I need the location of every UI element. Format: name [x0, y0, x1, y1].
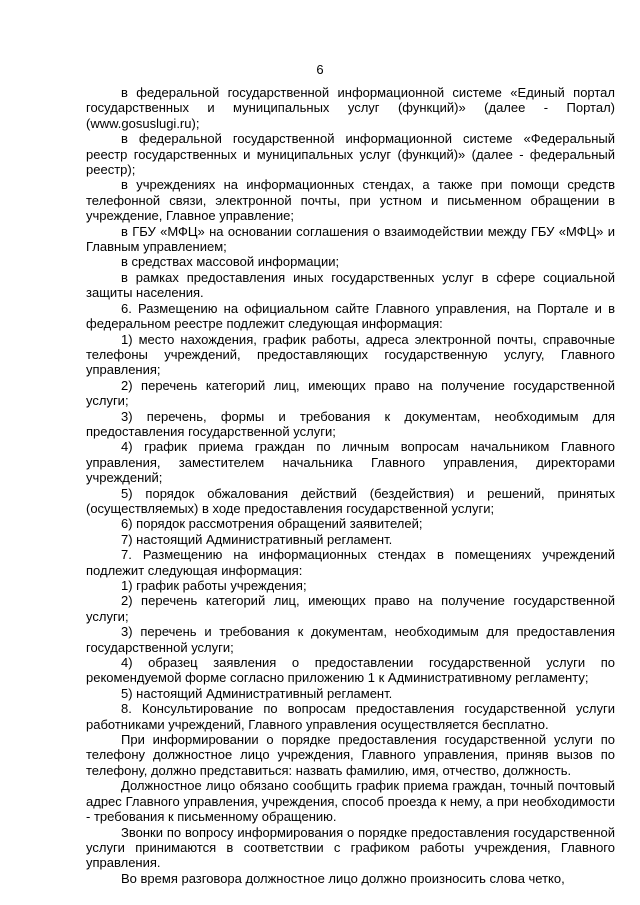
section-paragraph: 7. Размещению на информационных стендах в помещениях учреждений подлежит следующая информация:	[86, 547, 615, 578]
list-item: 2) перечень категорий лиц, имеющих право на получение государственной услуги;	[86, 593, 615, 624]
list-item: 3) перечень и требования к документам, необходимым для предоставления государственной услуги;	[86, 624, 615, 655]
paragraph: Должностное лицо обязано сообщить график приема граждан, точный почтовый адрес Главного управления, учреждения, способ проезда к нему, а при необходимости - требования к письменному обращению.	[86, 778, 615, 825]
list-item: 6) порядок рассмотрения обращений заявителей;	[121, 516, 423, 532]
list-item: 4) образец заявления о предоставлении государственной услуги по рекомендуемой форме согласно приложению 1 к Административному регламенту;	[86, 655, 615, 686]
list-item: 5) порядок обжалования действий (бездействия) и решений, принятых (осуществляемых) в ходе предоставления государственной услуги;	[86, 485, 615, 516]
section-paragraph: 6. Размещению на официальном сайте Главного управления, на Портале и в федеральном реестре подлежит следующая информация:	[86, 300, 615, 332]
document-body	[86, 85, 615, 886]
paragraph: в рамках предоставления иных государственных услуг в сфере социальной защиты населения.	[86, 269, 615, 301]
paragraph: в ГБУ «МФЦ» на основании соглашения о взаимодействии между ГБУ «МФЦ» и Главным управлением;	[86, 223, 615, 255]
paragraph: в федеральной государственной информационной системе «Федеральный реестр государственных и муниципальных услуг (функций)» (далее - федеральный реестр);	[86, 131, 615, 178]
list-item: 4) график приема граждан по личным вопросам начальником Главного управления, заместителем начальника Главного управления, директорами учреждений;	[86, 439, 615, 486]
section-paragraph: 8. Консультирование по вопросам предоставления государственной услуги работниками учреждений, Главного управления осуществляется бесплатно.	[86, 701, 615, 732]
list-item: 5) настоящий Административный регламент.	[121, 685, 393, 701]
list-item: 1) место нахождения, график работы, адреса электронной почты, справочные телефоны учреждений, предоставляющих государственную услугу, Главного управления;	[86, 331, 615, 378]
paragraph: При информировании о порядке предоставления государственной услуги по телефону должностное лицо учреждения, Главного управления, приняв вызов по телефону, должно представиться: назвать фамилию, имя, отчество, должность.	[86, 732, 615, 778]
paragraph: в учреждениях на информационных стендах, а также при помощи средств телефонной связи, электронной почты, при устном и письменном обращении в учреждение, Главное управление;	[86, 177, 615, 224]
list-item: 3) перечень, формы и требования к документам, необходимым для предоставления государственной услуги;	[86, 408, 615, 439]
paragraph: в средствах массовой информации;	[121, 254, 340, 270]
list-item: 2) перечень категорий лиц, имеющих право на получение государственной услуги;	[86, 377, 615, 409]
list-item: 7) настоящий Административный регламент.	[121, 531, 393, 547]
paragraph: Во время разговора должностное лицо должно произносить слова четко,	[121, 870, 565, 886]
paragraph: в федеральной государственной информационной системе «Единый портал государственных и муниципальных услуг (функций)» (далее - Портал) (www.gosuslugi.ru);	[86, 85, 615, 131]
list-item: 1) график работы учреждения;	[121, 578, 307, 593]
paragraph: Звонки по вопросу информирования о порядке предоставления государственной услуги принимаются в соответствии с графиком работы учреждения, Главного управления.	[86, 824, 615, 871]
page-number: 6	[316, 62, 324, 77]
